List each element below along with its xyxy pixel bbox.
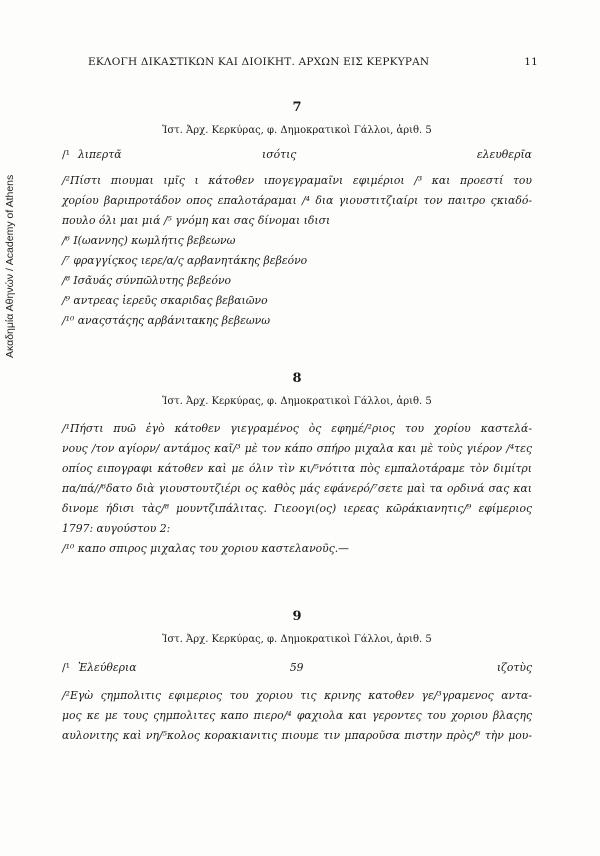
section-top-line <box>62 661 532 674</box>
top-left-word: Ἐλεύθερια <box>77 661 137 674</box>
text-line: /⁸ Ισᾶυάς σύνπῶλυτης βεβεόνο <box>62 274 232 287</box>
text-line: αυλονιτης καὶ νη/⁵κολος κορακιανιτις πιουμε τιν μπαροῦσα πιστην πρὸς/⁶ τὴν μου- <box>62 729 532 742</box>
text-line: πα/πά//⁶δατο διὰ γιουστουτζιέρι ος καθὸς μάς εφάνερό/⁷σετε μαὶ τα ορδινά σας και <box>62 482 532 495</box>
section-source: Ἱστ. Ἀρχ. Κερκύρας, φ. Δημοκρατικοὶ Γάλλοι, ἀριθ. 5 <box>162 634 432 645</box>
section-number: 7 <box>292 100 302 115</box>
text-line: /⁹ αντρεας ἱερεῦς σκαριδας βεβαιῶνο <box>62 294 268 307</box>
section-7 <box>62 100 532 331</box>
text-line: /²Πίστι πιουμαι ιμῖς ι κάτοθεν ιπογεγραμαῖνι εφιμέριοι /³ και προεστί του <box>62 174 532 187</box>
page-number: 11 <box>524 56 538 68</box>
text-line: μος κε με τους ςημπολιτες καπο πιερο/⁴ φαχιολα και γεροντες του χοριου βλαςης <box>62 709 532 722</box>
top-center-word: 59 <box>289 661 304 674</box>
document-page <box>62 56 538 746</box>
text-line: /²Εγὼ ςημπολιτις εφιμεριος του χοριου τις κρινης κατοθεν γε/³γραμενος αντα- <box>62 689 532 702</box>
text-line: /⁷ φραγγίςκος ιερε/α/ς αρβανητάκης βεβεόνο <box>62 254 308 267</box>
text-line: νους /τον αγίορν/ αντάμος καῖ/³ μὲ τον κάπο σπήρο μιχαλα και μὲ τοὺς γιέρον /⁴τες <box>62 442 532 455</box>
section-source: Ἱστ. Ἀρχ. Κερκύρας, φ. Δημοκρατικοὶ Γάλλοι, ἀριθ. 5 <box>162 125 432 136</box>
section-top-line <box>62 148 532 161</box>
section-source: Ἱστ. Ἀρχ. Κερκύρας, φ. Δημοκρατικοὶ Γάλλοι, ἀριθ. 5 <box>162 396 432 407</box>
line-marker: /¹ <box>62 148 70 161</box>
text-line: δινομε ήδισι τὰς/⁸ μουντζιπάλιτας. Γιεοογι(ος) ιερεας κῶράκιανητις/⁹ εφίμεριος <box>62 502 532 515</box>
line-marker: /¹ <box>62 661 70 674</box>
section-number: 8 <box>292 371 302 386</box>
running-title: ΕΚΛΟΓΗ ΔΙΚΑΣΤΙΚΩΝ ΚΑΙ ΔΙΟΙΚΗΤ. ΑΡΧΩΝ ΕΙΣ ΚΕΡΚΥΡΑΝ <box>88 56 430 68</box>
side-label: Ακαδημία Αθηνών / Academy of Athens <box>4 174 16 358</box>
text-line: /¹⁰ αναςστάςης αρβάνιτακης βεβεωνω <box>62 314 271 327</box>
section-9 <box>62 609 532 746</box>
text-line: 1797: αυγούστου 2: <box>62 522 171 535</box>
section-number: 9 <box>292 609 302 624</box>
top-right-word: ιζοτὺς <box>496 661 532 674</box>
top-right-word: ελευθερῖα <box>476 148 532 161</box>
section-8 <box>62 371 532 559</box>
running-header <box>62 56 538 76</box>
text-line: πουλο όλι μαι μιά /⁵ γνόμη και σας δίνομαι ιδισι <box>62 214 331 227</box>
text-line: οπίος ειπογραφι κάτοθεν καὶ με όλιν τὶν κι/⁵νότιτα πὸς εμπαλοτάραμε τὸν διμίτρι <box>62 462 532 475</box>
top-left-word: λιπερτᾶ <box>77 148 122 161</box>
top-center-word: ισότις <box>262 148 297 161</box>
text-line: /¹Πήστι πυῶ ἐγὸ κάτοθεν γιεγραμένος ὸς εφημέ/²ριος του χορίου καστελά- <box>62 422 532 435</box>
text-line: /¹⁰ καπο σπιρος μιχαλας του χοριου καστελανοῦς.— <box>62 542 349 555</box>
text-line: χορίου βαριπροτάδον οπος επαλοτάραμαι /⁴ δια γιουστιτζιαίρι τον παιτρο ςκιαδό- <box>62 194 532 207</box>
text-line: /⁶ Ι(ωαννης) κωμλήτις βεβεωνω <box>62 234 236 247</box>
